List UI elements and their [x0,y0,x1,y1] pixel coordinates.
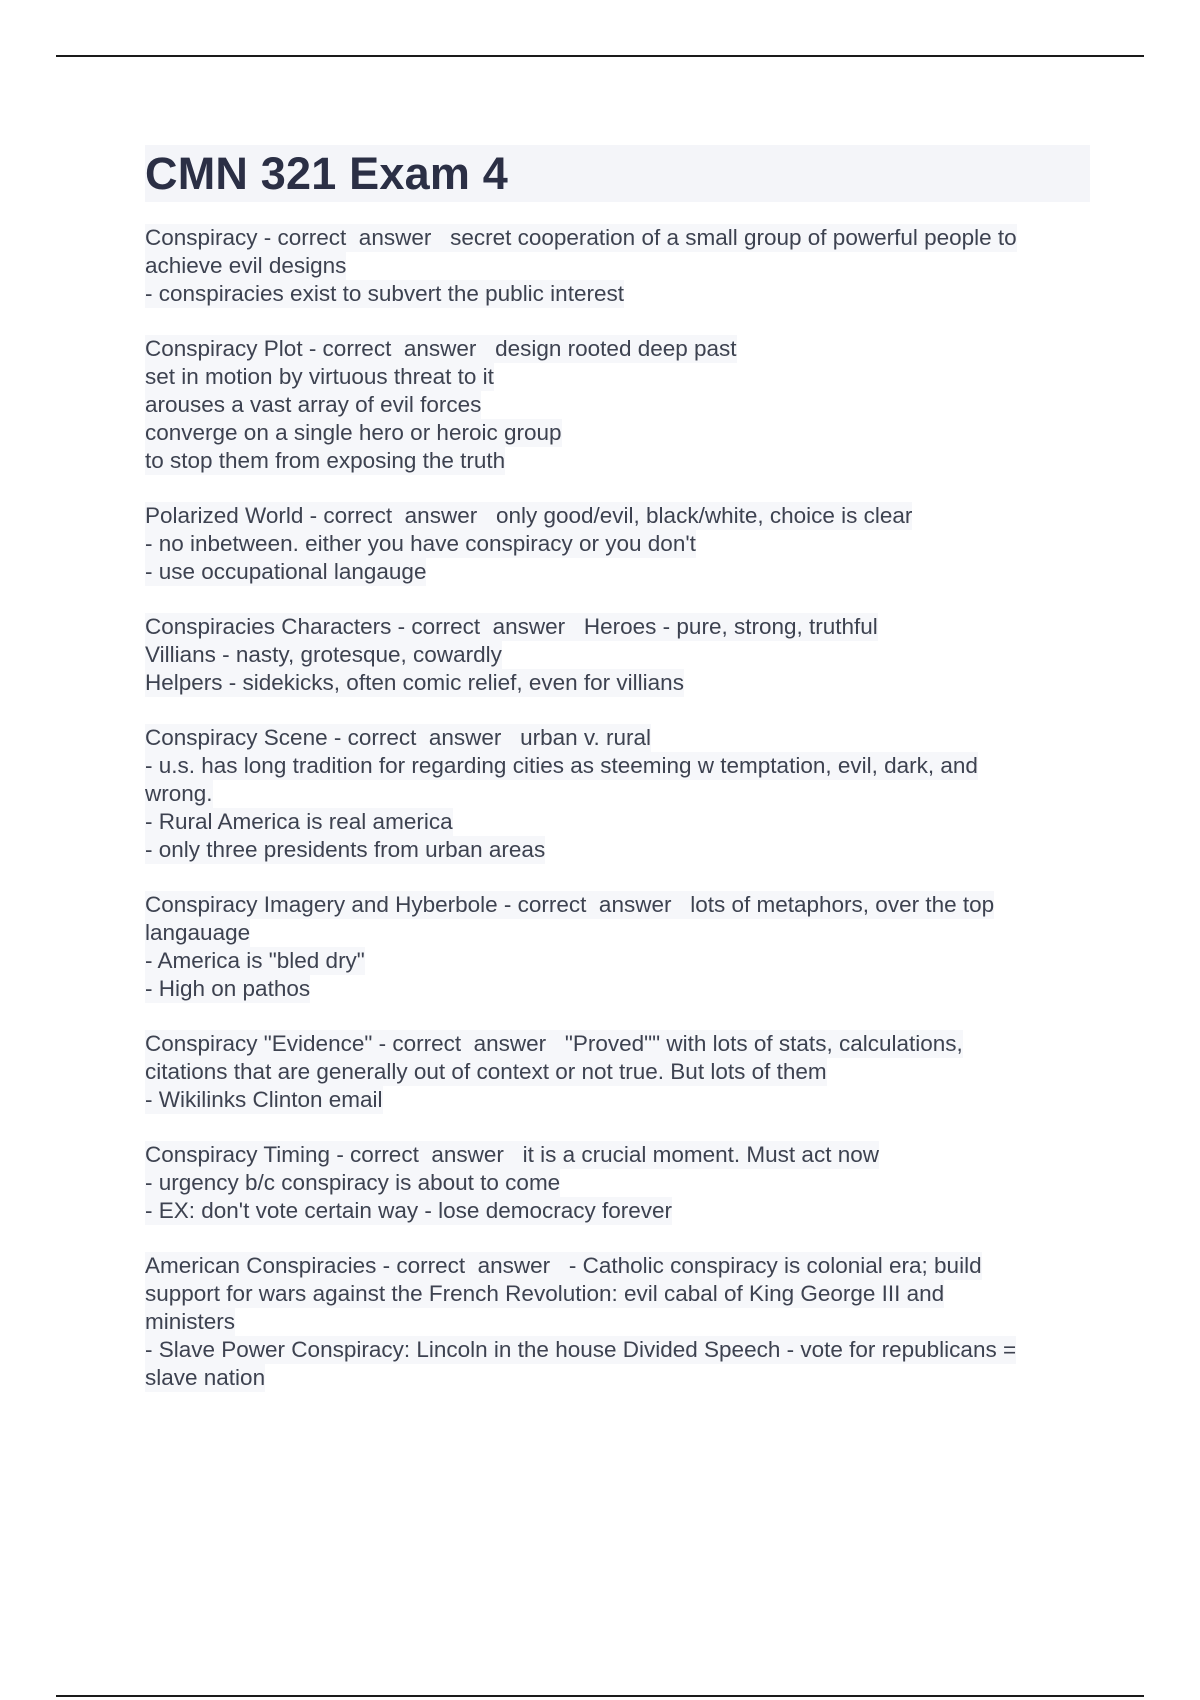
entry [145,1252,1090,1392]
entry-line: Conspiracy "Evidence" - correct answer "Proved"" with lots of stats, calculations, [145,1031,963,1056]
entry [145,891,1090,1003]
entry [145,224,1090,308]
entry-line: Conspiracy Plot - correct answer design rooted deep past [145,336,737,361]
entry-line: - Wikilinks Clinton email [145,1087,383,1112]
entry-line: - urgency b/c conspiracy is about to come [145,1170,561,1195]
entry-line: to stop them from exposing the truth [145,448,506,473]
entry-line: Conspiracy Imagery and Hyberbole - correct answer lots of metaphors, over the top [145,892,995,917]
entry-line: arouses a vast array of evil forces [145,392,482,417]
entry [145,1030,1090,1114]
entry-line: support for wars against the French Revolution: evil cabal of King George III and [145,1281,945,1306]
entry-line: - no inbetween. either you have conspiracy or you don't [145,531,696,556]
entry-line: Conspiracies Characters - correct answer Heroes - pure, strong, truthful [145,614,878,639]
entry-line: - EX: don't vote certain way - lose democracy forever [145,1198,673,1223]
entry-line: - Rural America is real america [145,809,453,834]
entry [145,335,1090,475]
top-rule [56,55,1144,57]
entry [145,502,1090,586]
entry-line: achieve evil designs [145,253,347,278]
entry-line: wrong. [145,781,213,806]
entry-line: set in motion by virtuous threat to it [145,364,494,389]
entry-line: Conspiracy Timing - correct answer it is a crucial moment. Must act now [145,1142,879,1167]
entry-line: - conspiracies exist to subvert the public interest [145,281,624,306]
page-title: CMN 321 Exam 4 [145,148,508,199]
bottom-rule [56,1695,1144,1697]
entry-line: slave nation [145,1365,266,1390]
entry-line: Polarized World - correct answer only good/evil, black/white, choice is clear [145,503,913,528]
entry-line: ministers [145,1309,236,1334]
entry-line: American Conspiracies - correct answer - Catholic conspiracy is colonial era; build [145,1253,982,1278]
entry-line: citations that are generally out of context or not true. But lots of them [145,1059,827,1084]
entry-line: - Slave Power Conspiracy: Lincoln in the house Divided Speech - vote for republicans = [145,1337,1017,1362]
entry-line: - use occupational langauge [145,559,427,584]
entry [145,724,1090,864]
entry-line: - only three presidents from urban areas [145,837,546,862]
entry-line: langauage [145,920,251,945]
entry-line: Villians - nasty, grotesque, cowardly [145,642,502,667]
entry-line: Conspiracy - correct answer secret cooperation of a small group of powerful people to [145,225,1017,250]
entry-line: Helpers - sidekicks, often comic relief, even for villians [145,670,684,695]
entry-line: converge on a single hero or heroic group [145,420,562,445]
entry [145,1141,1090,1225]
entry-line: Conspiracy Scene - correct answer urban v. rural [145,725,652,750]
entry-line: - u.s. has long tradition for regarding cities as steeming w temptation, evil, dark, and [145,753,978,778]
document-body [145,145,1090,1419]
entry [145,613,1090,697]
entry-line: - High on pathos [145,976,311,1001]
title-bar [145,145,1090,202]
entry-line: - America is "bled dry" [145,948,365,973]
